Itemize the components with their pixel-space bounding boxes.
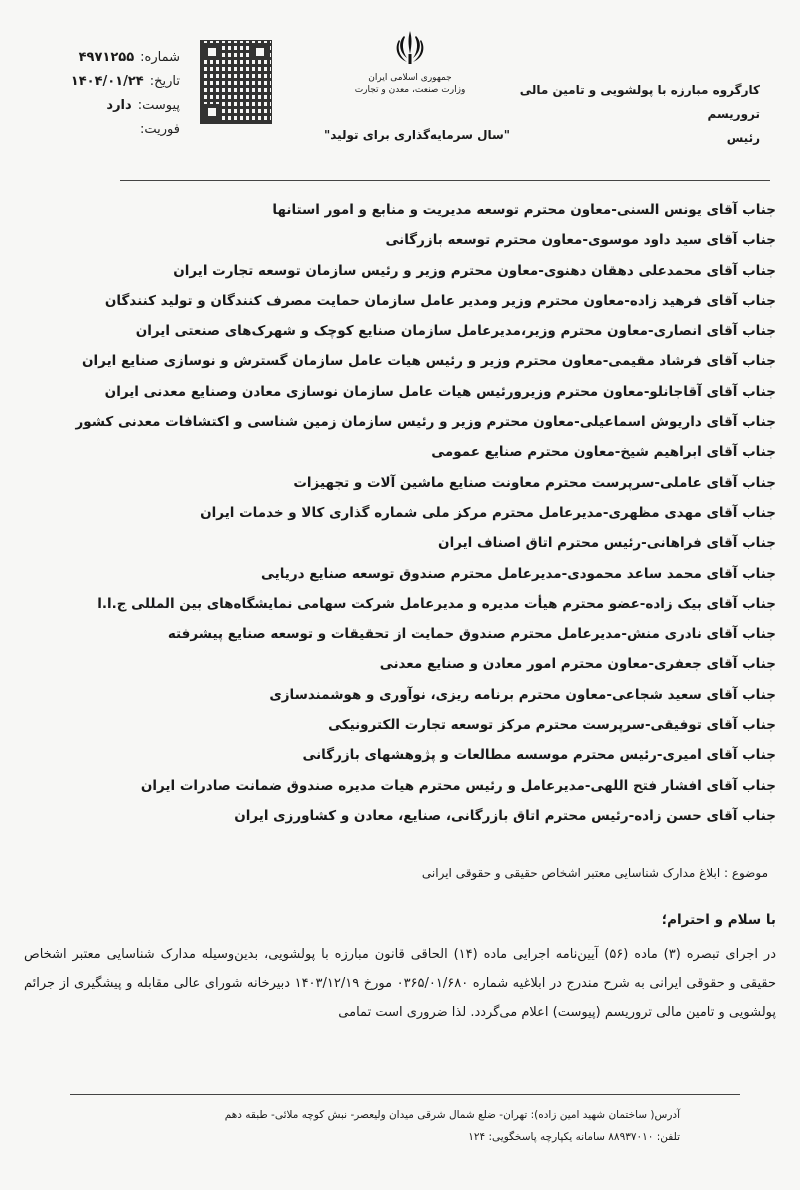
recipient-line: جناب آقای توفیقی-سرپرست محترم مرکز توسعه تجارت الکترونیکی <box>328 717 776 734</box>
recipient-line: جناب آقای محمدعلی دهقان دهنوی-معاون محترم وزیر و رئیس سازمان توسعه تجارت ایران <box>173 262 776 279</box>
recipient-line: جناب آقای محمد ساعد محمودی-مدیرعامل محترم صندوق توسعه صنایع دریایی <box>260 565 776 582</box>
letter-greeting: با سلام و احترام؛ <box>661 912 776 928</box>
number-value: ۴۹۷۱۲۵۵ <box>78 50 135 65</box>
recipient-line: جناب آقای نادری منش-مدیرعامل محترم صندوق حمایت از تحقیقات و توسعه صنایع پیشرفته <box>167 626 776 643</box>
qr-finder-top-right <box>252 44 268 60</box>
recipient-line: جناب آقای یونس السنی-معاون محترم توسعه مدیریت و منابع و امور استانها <box>272 202 776 218</box>
recipient-line: جناب آقای آقاجانلو-معاون محترم وزیرورئیس هیات عامل سازمان نوسازی معادن وصنایع معدنی ایران <box>104 383 776 400</box>
letter-meta <box>30 46 180 142</box>
recipient-line: جناب آقای فرهید زاده-معاون محترم وزیر ومدیر عامل سازمان حمایت مصرف کنندگان و تولید کنندگان <box>104 292 776 309</box>
recipient-line: جناب آقای بیک زاده-عضو محترم هیأت مدیره و مدیرعامل شرکت سهامی نمایشگاه‌های بین المللی ج.ا.ا <box>97 595 776 612</box>
recipient-list <box>26 195 776 831</box>
recipient-line: جناب آقای انصاری-معاون محترم وزیر،مدیرعامل سازمان صنایع کوچک و شهرک‌های صنعتی ایران <box>135 323 776 340</box>
letter-date-row <box>30 70 180 94</box>
number-label: شماره: <box>140 50 180 65</box>
recipient-line: جناب آقای فراهانی-رئیس محترم اتاق اصناف ایران <box>438 535 776 552</box>
recipient-line: جناب آقای ابراهیم شیخ-معاون محترم صنایع عمومی <box>431 444 776 461</box>
qr-code-icon <box>200 40 272 124</box>
sender-org-name: کارگروه مبارزه با پولشویی و تامین مالی تروریسم <box>519 83 760 121</box>
ministry-name: وزارت صنعت، معدن و تجارت <box>354 85 466 95</box>
urgency-label: فوریت: <box>140 122 180 137</box>
recipient-line: جناب آقای عاملی-سرپرست محترم معاونت صنایع ماشین آلات و تجهیزات <box>293 474 776 491</box>
recipient-line: جناب آقای مهدی مظهری-مدیرعامل محترم مرکز ملی شماره گذاری کالا و خدمات ایران <box>200 504 776 521</box>
sender-organization <box>480 78 760 150</box>
government-name: جمهوری اسلامی ایران <box>368 73 452 83</box>
footer-address: آدرس( ساختمان شهید امین زاده): تهران- ضلع شمال شرقی میدان ولیعصر- نبش کوچه ملائی- طبقه دهم <box>224 1109 680 1121</box>
government-emblem-block <box>340 28 480 96</box>
footer-phone: تلفن: ۸۸۹۳۷۰۱۰ سامانه یکپارچه پاسخگویی: ۱۲۴ <box>468 1131 680 1143</box>
qr-finder-bottom-left <box>204 104 220 120</box>
sender-title: رئیس <box>726 131 760 145</box>
footer-divider <box>70 1094 740 1095</box>
date-label: تاریخ: <box>149 74 180 89</box>
qr-finder-top-left <box>204 44 220 60</box>
iran-emblem-icon <box>393 28 427 68</box>
recipient-line: جناب آقای فرشاد مقیمی-معاون محترم وزیر و رئیس هیات عامل سازمان گسترش و نوسازی صنایع ایران <box>82 353 776 370</box>
letter-body: در اجرای تبصره (۳) ماده (۵۶) آیین‌نامه اجرایی ماده (۱۴) الحاقی قانون مبارزه با پولشویی، بدین‌وسیله مدارک شناسایی معتبر اشخاص حقیقی و حقوقی ایرانی به شرح مندرج در ابلاغیه شماره ۰۳۶۵/۰۱/۶۸۰ مورخ ۱۴۰۳/۱۲/۱۹ دبیرخانه شورای عالی مقابله و پیشگیری از جرائم پولشویی و تامین مالی تروریسم (پیوست) اعلام می‌گردد. لذا ضروری است تمامی <box>24 947 776 1020</box>
attachment-value: دارد <box>106 98 132 113</box>
letter-subject: موضوع : ابلاغ مدارک شناسایی معتبر اشخاص حقیقی و حقوقی ایرانی <box>421 866 768 880</box>
recipient-line: جناب آقای جعفری-معاون محترم امور معادن و صنایع معدنی <box>379 656 776 673</box>
date-value: ۱۴۰۴/۰۱/۲۴ <box>70 74 144 89</box>
year-slogan: "سال سرمایه‌گذاری برای تولید" <box>323 128 511 142</box>
letter-footer <box>120 1104 680 1148</box>
letter-number-row <box>30 46 180 70</box>
recipient-line: جناب آقای سید داود موسوی-معاون محترم توسعه بازرگانی <box>385 232 776 249</box>
header-divider <box>120 180 770 181</box>
letter-attachment-row <box>30 94 180 118</box>
recipient-line: جناب آقای حسن زاده-رئیس محترم اتاق بازرگانی، صنایع، معادن و کشاورزی ایران <box>234 807 776 824</box>
recipient-line: جناب آقای سعید شجاعی-معاون محترم برنامه ریزی، نوآوری و هوشمندسازی <box>269 686 776 703</box>
recipient-line: جناب آقای داریوش اسماعیلی-معاون محترم وزیر و رئیس سازمان زمین شناسی و اکتشافات معدنی کشور <box>75 414 776 431</box>
attachment-label: پیوست: <box>137 98 180 113</box>
letter-urgency-row <box>30 118 180 142</box>
recipient-line: جناب آقای امیری-رئیس محترم موسسه مطالعات و پژوهشهای بازرگانی <box>302 747 776 764</box>
recipient-line: جناب آقای افشار فتح اللهی-مدیرعامل و رئیس محترم هیات مدیره صندوق ضمانت صادرات ایران <box>140 777 776 794</box>
